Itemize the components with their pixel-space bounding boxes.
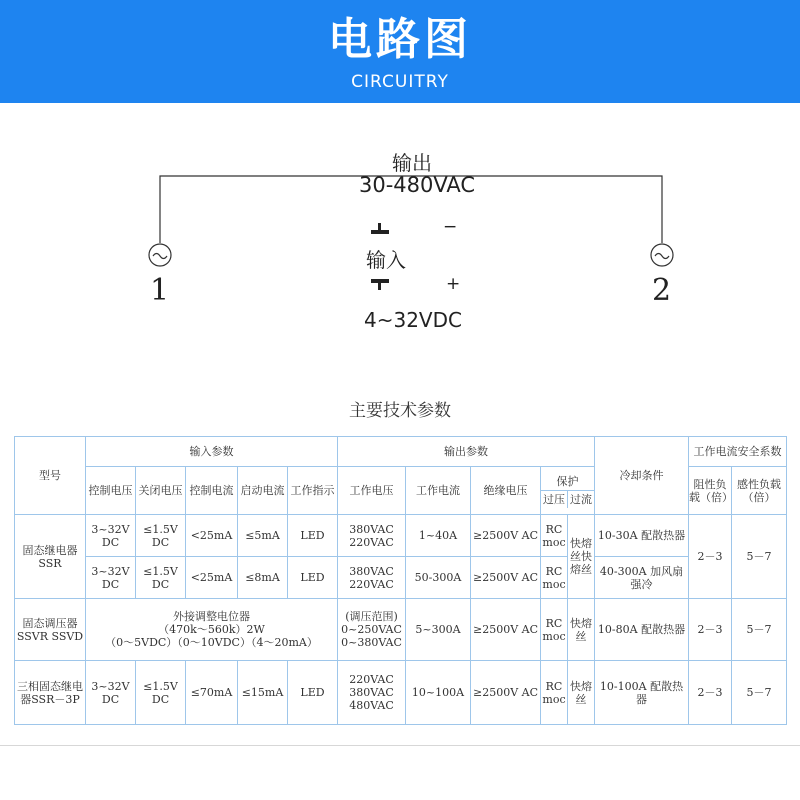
header-off-voltage: 关闭电压 xyxy=(136,467,186,515)
ssr3p-start-current: ≤15mA xyxy=(238,661,288,725)
ssvr-resistive-load: 2－3 xyxy=(689,599,732,661)
input-label: 输入 xyxy=(366,248,406,272)
page-title: 电路图 xyxy=(328,14,472,65)
ssvr-input-line-3: （0～5VDC）（0～10VDC）（4～20mA） xyxy=(105,636,318,649)
minus-sign: − xyxy=(443,217,458,237)
ssr2-indicator: LED xyxy=(288,557,338,599)
header-insulation-voltage: 绝缘电压 xyxy=(471,467,541,515)
ssr1-control-current: <25mA xyxy=(186,515,238,557)
ac-source-1-icon xyxy=(149,244,171,266)
ssr1-work-current: 1~40A xyxy=(406,515,471,557)
ssr3p-work-voltage: 220VAC 380VAC 480VAC xyxy=(338,661,406,725)
ssr1-over-voltage: RC moc xyxy=(541,515,568,557)
input-range: 4~32VDC xyxy=(364,308,462,332)
ssr2-over-voltage: RC moc xyxy=(541,557,568,599)
circuit-wires xyxy=(0,103,800,373)
header-over-voltage: 过压 xyxy=(541,491,568,508)
ssr3p-cooling: 10-100A 配散热器 xyxy=(595,661,689,725)
header-protection-group xyxy=(541,467,595,515)
circuit-diagram xyxy=(0,103,800,373)
ssvr-inductive-load: 5－7 xyxy=(732,599,787,661)
header-control-voltage: 控制电压 xyxy=(86,467,136,515)
header-work-current: 工作电流 xyxy=(406,467,471,515)
spec-table xyxy=(14,436,787,725)
ssr1-indicator: LED xyxy=(288,515,338,557)
header-resistive-load: 阻性负载（倍） xyxy=(689,467,732,515)
ssr3p-indicator: LED xyxy=(288,661,338,725)
ssvr-insulation-voltage: ≥2500V AC xyxy=(471,599,541,661)
ssr1-off-voltage: ≤1.5V DC xyxy=(136,515,186,557)
terminal-2-label: 2 xyxy=(652,273,672,308)
header-model: 型号 xyxy=(15,437,86,515)
ac-source-2-icon xyxy=(651,244,673,266)
page-subtitle: CIRCUITRY xyxy=(351,72,449,92)
table-row xyxy=(15,515,787,557)
header-start-current: 启动电流 xyxy=(238,467,288,515)
table-row xyxy=(15,599,787,661)
ssr2-off-voltage: ≤1.5V DC xyxy=(136,557,186,599)
header-row-1 xyxy=(15,437,787,467)
header-over-current: 过流 xyxy=(570,493,592,506)
ssvr-input-line-2: （470k～560k）2W xyxy=(158,623,265,636)
ssr3p-over-current: 快熔丝 xyxy=(568,661,595,725)
ssr2-control-current: <25mA xyxy=(186,557,238,599)
ssvr-over-current: 快熔丝 xyxy=(568,599,595,661)
ssr3p-inductive-load: 5－7 xyxy=(732,661,787,725)
header-cooling: 冷却条件 xyxy=(595,437,689,515)
header-safety: 工作电流安全系数 xyxy=(689,437,787,467)
header-indicator: 工作指示 xyxy=(288,467,338,515)
ssvr-input-line-1: 外接调整电位器 xyxy=(173,610,250,623)
ssr2-control-voltage: 3~32V DC xyxy=(86,557,136,599)
ssr3p-work-current: 10~100A xyxy=(406,661,471,725)
terminal-1-label: 1 xyxy=(150,273,170,308)
ssr2-insulation-voltage: ≥2500V AC xyxy=(471,557,541,599)
header-input-params: 输入参数 xyxy=(86,437,338,467)
model-ssvr: 固态调压器SSVR SSVD xyxy=(15,599,86,661)
table-title: 主要技术参数 xyxy=(349,401,451,421)
header-output-params: 输出参数 xyxy=(338,437,595,467)
input-minus-terminal-icon xyxy=(371,223,389,234)
divider xyxy=(0,745,800,746)
ssr1-start-current: ≤5mA xyxy=(238,515,288,557)
ssr1-work-voltage: 380VAC 220VAC xyxy=(338,515,406,557)
ssr2-start-current: ≤8mA xyxy=(238,557,288,599)
model-ssr: 固态继电器SSR xyxy=(15,515,86,599)
ssr3p-insulation-voltage: ≥2500V AC xyxy=(471,661,541,725)
ssr-over-current: 快熔丝快熔丝 xyxy=(568,515,595,599)
model-ssr-3p: 三相固态继电器SSR－3P xyxy=(15,661,86,725)
header-banner xyxy=(0,0,800,103)
output-range: 30-480VAC xyxy=(359,173,476,197)
header-work-voltage: 工作电压 xyxy=(338,467,406,515)
input-plus-terminal-icon xyxy=(371,279,389,290)
ssvr-input-params xyxy=(86,599,338,661)
ssr3p-control-voltage: 3~32V DC xyxy=(86,661,136,725)
ssr2-work-current: 50-300A xyxy=(406,557,471,599)
ssr2-work-voltage: 380VAC 220VAC xyxy=(338,557,406,599)
table-row xyxy=(15,661,787,725)
ssr2-cooling: 40-300A 加风扇强冷 xyxy=(595,557,689,599)
ssvr-cooling: 10-80A 配散热器 xyxy=(595,599,689,661)
ssvr-work-current: 5~300A xyxy=(406,599,471,661)
header-control-current: 控制电流 xyxy=(186,467,238,515)
header-inductive-load: 感性负载（倍） xyxy=(732,467,787,515)
plus-sign: + xyxy=(446,274,461,294)
ssr3p-off-voltage: ≤1.5V DC xyxy=(136,661,186,725)
ssr3p-resistive-load: 2－3 xyxy=(689,661,732,725)
ssvr-work-voltage: (调压范围) 0~250VAC 0~380VAC xyxy=(338,599,406,661)
output-label: 输出 xyxy=(392,151,432,175)
ssr1-insulation-voltage: ≥2500V AC xyxy=(471,515,541,557)
ssvr-over-voltage: RC moc xyxy=(541,599,568,661)
ssr1-control-voltage: 3~32V DC xyxy=(86,515,136,557)
ssr-resistive-load: 2－3 xyxy=(689,515,732,599)
ssr3p-control-current: ≤70mA xyxy=(186,661,238,725)
ssr-inductive-load: 5－7 xyxy=(732,515,787,599)
table-row xyxy=(15,557,787,599)
header-protection: 保护 xyxy=(541,473,594,491)
ssr1-cooling: 10-30A 配散热器 xyxy=(595,515,689,557)
ssr3p-over-voltage: RC moc xyxy=(541,661,568,725)
